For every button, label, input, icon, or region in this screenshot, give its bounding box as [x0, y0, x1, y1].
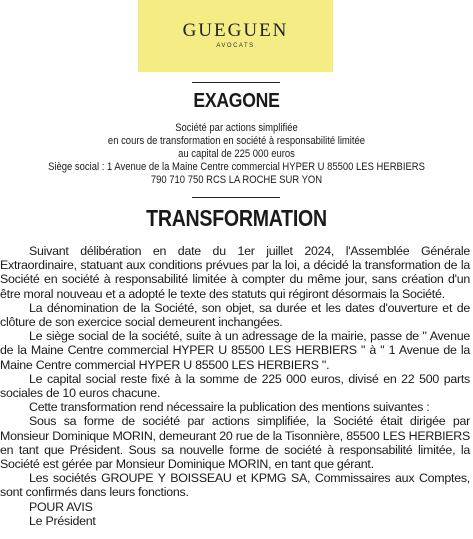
paragraph-publication: Cette transformation rend nécessaire la publication des mentions suivantes : — [29, 400, 430, 415]
company-registration: 790 710 750 RCS LA ROCHE SUR YON — [150, 174, 323, 186]
paragraph-deliberation: Suivant délibération en date du 1er juillet 2024, l'Assemblée Générale Extraordinaire, statuant aux conditions prévues par la loi, a décidé la transformation de la Société en société à responsabilité limitée à compter du même jour, sans création d'un être moral nouveau et a adopté le texte des statuts qui régiront désormais la Société. — [0, 244, 470, 301]
company-info — [0, 122, 473, 187]
paragraph-auditors: Les sociétés GROUPE Y BOISSEAU et KPMG SA, Commissaires aux Comptes, sont confirmés dans leurs fonctions. — [0, 471, 470, 500]
company-registered-office: Siège social : 1 Avenue de la Maine Centre commercial HYPER U 85500 LES HERBIERS — [48, 161, 425, 173]
paragraph-registered-office: Le siège social de la société, suite à un adressage de la mairie, passe de " Avenue de la Maine Centre commercial HYPER U 85500 LES HERBIERS " à " 1 Avenue de la Maine Centre commercial HYPER U 85500 LES HERBIERS ". — [0, 329, 470, 372]
notice-body — [0, 244, 470, 528]
logo-subtitle: AVOCATS — [216, 43, 255, 49]
paragraph-denomination: La dénomination de la Société, son objet, sa durée et les dates d'ouverture et de clôture de son exercice social demeurent inchangées. — [0, 300, 470, 330]
signatory: Le Président — [29, 513, 96, 528]
company-capital: au capital de 225 000 euros — [178, 148, 295, 160]
top-divider — [192, 82, 280, 83]
notice-heading: TRANSFORMATION — [146, 205, 327, 231]
paragraph-share-capital: Le capital social reste fixé à la somme de 225 000 euros, divisé en 22 500 parts sociales de 10 euros chacune. — [0, 371, 470, 401]
company-legal-form: Société par actions simplifiée — [175, 122, 298, 134]
company-transformation-status: en cours de transformation en société à responsabilité limitée — [107, 135, 366, 147]
middle-divider — [192, 197, 280, 198]
law-firm-logo — [138, 0, 333, 72]
closing-line: POUR AVIS — [29, 499, 93, 514]
logo-name: GUEGUEN — [182, 20, 289, 41]
paragraph-management: Sous sa forme de société par actions simplifiée, la Société était dirigée par Monsieur Dominique MORIN, demeurant 20 rue de la Tisonnière, 85500 LES HERBIERS en tant que Président. Sous sa nouvelle forme de société à responsabilité limitée, la Société est gérée par Monsieur Dominique MORIN, en tant que gérant. — [0, 414, 470, 472]
company-name: EXAGONE — [193, 90, 280, 112]
